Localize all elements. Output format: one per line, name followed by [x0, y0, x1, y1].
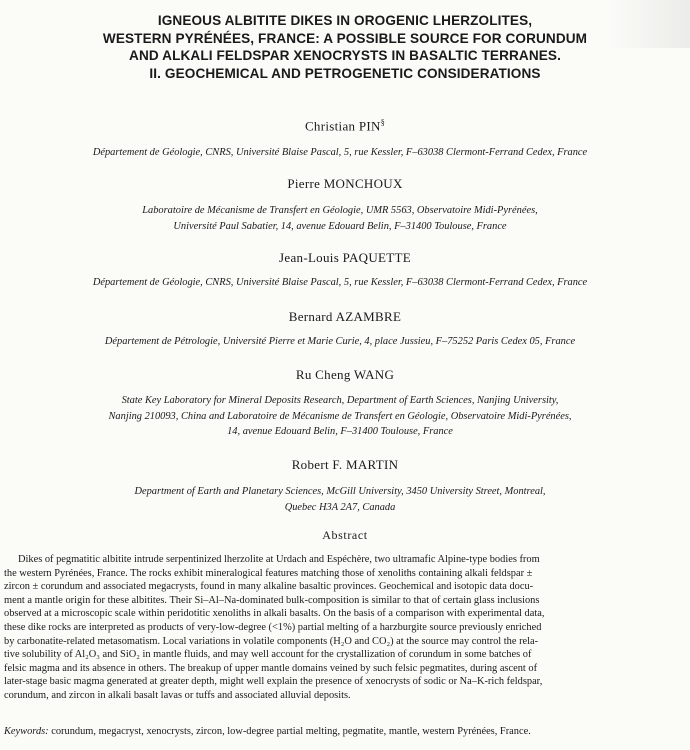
author-affiliation [10, 393, 670, 440]
abstract-line: observed at a microscopic scale within peridotitic xenoliths in alkali basalts. On the basis of a comparison with experimental data, [4, 608, 545, 620]
author-affiliation [10, 484, 670, 515]
abstract-line: by carbonatite-related metasomatism. Local variations in volatile components (H₂O and CO₂) at the source may control the rela- [4, 635, 539, 647]
abstract-line: corundum, and zircon in alkali basalt lavas or tuffs and associated alluvial deposits. [4, 689, 351, 701]
author-name [0, 309, 690, 325]
author-name-text: Ru Cheng WANG [295, 367, 395, 382]
author-footnote-mark: § [380, 118, 386, 127]
author-name-text: Christian PIN [304, 118, 381, 134]
title-line: AND ALKALI FELDSPAR XENOCRYSTS IN BASALTIC TERRANES. [129, 48, 561, 63]
author-name [0, 118, 690, 134]
abstract-heading: Abstract [322, 528, 368, 542]
affiliation-line: 14, avenue Edouard Belin, F–31400 Toulouse, France [227, 426, 453, 437]
affiliation-line: Quebec H3A 2A7, Canada [284, 501, 396, 513]
abstract-line: zircon ± corundum and associated megacrysts, found in many alkaline basaltic provinces. Geochemical and isotopic data docu- [4, 581, 534, 593]
abstract-line: the western Pyrénées, France. The rocks exhibit mineralogical features matching those of xenoliths containing alkali feldspar ± [4, 567, 533, 579]
author-name-text: Jean-Louis PAQUETTE [279, 250, 411, 265]
author-name [0, 250, 690, 266]
author-name-text: Pierre MONCHOUX [287, 176, 403, 191]
title-line: II. GEOCHEMICAL AND PETROGENETIC CONSIDERATIONS [149, 65, 541, 81]
keywords [4, 726, 668, 737]
affiliation-line: Département de Géologie, CNRS, Université Blaise Pascal, 5, rue Kessler, F–63038 Clermont-Ferrand Cedex, France [92, 277, 588, 288]
title-line: WESTERN PYRÉNÉES, FRANCE: A POSSIBLE SOURCE FOR CORUNDUM [102, 30, 588, 46]
affiliation-line: Department of Earth and Planetary Sciences, McGill University, 3450 University Street, Montreal, [134, 486, 546, 497]
author-affiliation [10, 334, 670, 350]
abstract-line: felsic magma and its absence in others. The breakup of upper mantle domains veined by such felsic pegmatites, during ascent of [4, 662, 538, 674]
author-name-text: Robert F. MARTIN [291, 457, 399, 472]
abstract-line: Dikes of pegmatitic albitite intrude serpentinized lherzolite at Urdach and Espéchère, two ultramafic Alpine-type bodies from [18, 554, 540, 565]
affiliation-line: Nanjing 210093, China and Laboratoire de Mécanisme de Transfert en Géologie, Observatoire Midi-Pyrénées, [108, 410, 572, 422]
abstract-line: tive solubility of Al₂O₃ and SiO₂ in mantle fluids, and may well account for the crystallization of corundum in some batches of [4, 649, 532, 661]
abstract-line: later-stage basic magma generated at greater depth, might well explain the presence of xenocrysts of sodic or Na–K-rich feldspar, [4, 676, 543, 688]
affiliation-line: Laboratoire de Mécanisme de Transfert en Géologie, UMR 5563, Observatoire Midi-Pyrénées, [142, 205, 538, 216]
keywords-text: corundum, megacryst, xenocrysts, zircon, low-degree partial melting, pegmatite, mantle, western Pyrénées, France. [51, 726, 531, 737]
abstract-body [4, 553, 668, 703]
author-name [0, 176, 690, 192]
affiliation-line: Département de Géologie, CNRS, Université Blaise Pascal, 5, rue Kessler, F–63038 Clermont-Ferrand Cedex, France [92, 147, 588, 158]
author-name [0, 457, 690, 473]
abstract-line: ment a mantle origin for these albitites. Their Si–Al–Na-dominated bulk-composition is similar to that of certain glass inclusions [4, 594, 540, 606]
article-title [20, 12, 670, 82]
affiliation-line: Université Paul Sabatier, 14, avenue Edouard Belin, F–31400 Toulouse, France [173, 220, 507, 232]
affiliation-line: State Key Laboratory for Mineral Deposits Research, Department of Earth Sciences, Nanjing University, [121, 395, 559, 406]
author-name [0, 367, 690, 383]
affiliation-line: Département de Pétrologie, Université Pierre et Marie Curie, 4, place Jussieu, F–75252 Paris Cedex 05, France [104, 336, 576, 347]
author-affiliation [10, 275, 670, 291]
title-line: IGNEOUS ALBITITE DIKES IN OROGENIC LHERZOLITES, [157, 13, 533, 28]
author-affiliation [10, 145, 670, 161]
abstract-line: these dike rocks are interpreted as products of very-low-degree (<1%) partial melting of a harzburgite source previously enriched [4, 621, 542, 633]
author-affiliation [10, 203, 670, 234]
author-name-text: Bernard AZAMBRE [288, 309, 402, 324]
keywords-label: Keywords: [4, 726, 49, 737]
